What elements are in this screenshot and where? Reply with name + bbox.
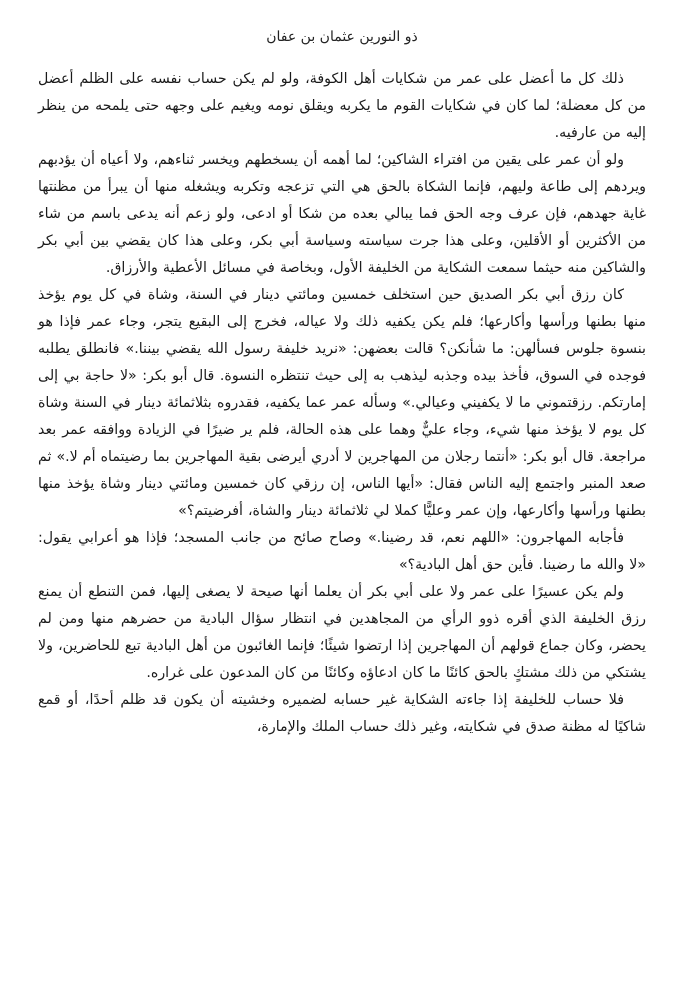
running-title: ذو النورين عثمان بن عفان xyxy=(266,29,418,45)
paragraph-5: ولم يكن عسيرًا على عمر ولا على أبي بكر أن يعلما أنها صيحة لا يصغى إليها، فمن التنطع أن يمنع رزق الخليفة الذي أقره ذوو الرأي من المجاهدين في انتظار سؤال البادية من حضرهم منها ومن لم يحضر، وكان جماع قولهم أن المهاجرين إذا ارتضوا شيئًا؛ فإنما الغائبون من أهل البادية تبع للحاضرين، ولا يشتكي من ذلك مشتكٍ بالحق كائنًا ما كان ادعاؤه وكائنًا من كان المدعون على غراره. xyxy=(38,584,646,681)
paragraph-3: كان رزق أبي بكر الصديق حين استخلف خمسين ومائتي دينار في السنة، وشاة في كل يوم يؤخذ منها بطنها ورأسها وأكارعها؛ فلم يكن يكفيه ذلك ولا عياله، فخرج إلى البقيع يتجر، وجاء عمر فإذا هو بنسوة جلوس فسألهن: ما شأنكن؟ قالت بعضهن: «نريد خليفة رسول الله يقضي بيننا.» فانطلق يطلبه فوجده في السوق، فأخذ بيده وجذبه ليذهب به إلى حيث تنتظره النسوة. قال أبو بكر: «لا حاجة بي إلى إمارتكم. رزقتموني ما لا يكفيني وعيالي.» وسأله عمر عما يكفيه، فقدروه بثلاثمائة دينار في السنة وشاة كل يوم لا يؤخذ منها شيء، وجاء عليٌّ وهما على هذه الحالة، فلم ير ضيرًا في الزيادة ووافقه عمر بعد مراجعة. قال أبو بكر: «أنتما رجلان من المهاجرين لا أدري أيرضى بقية المهاجرين بما رضيتماه أم لا.» ثم صعد المنبر واجتمع إليه الناس فقال: «أيها الناس، إن رزقي كان خمسين ومائتي دينار وشاة يؤخذ منها بطنها ورأسها وأكارعها، وإن عمر وعليًّا كملا لي ثلاثمائة دينار والشاة، أفرضيتم؟» xyxy=(38,287,646,519)
body-text xyxy=(38,66,646,741)
paragraph-1: ذلك كل ما أعضل على عمر من شكايات أهل الكوفة، ولو لم يكن حساب نفسه على الظلم أعضل من كل معضلة؛ لما كان في شكايات القوم ما يكربه ويقلق نومه ويغيم على وجهه حتى يلمحه من ينظر إليه من عارفيه. xyxy=(38,71,646,141)
book-page xyxy=(38,0,646,1000)
paragraph-4: فأجابه المهاجرون: «اللهم نعم، قد رضينا.» وصاح صائح من جانب المسجد؛ فإذا هو أعرابي يقول: «لا والله ما رضينا. فأين حق أهل البادية؟» xyxy=(38,530,646,573)
paragraph-6: فلا حساب للخليفة إذا جاءته الشكاية غير حسابه لضميره وخشيته أن يكون قد ظلم أحدًا، أو قمع شاكيًا له مظنة صدق في شكايته، وغير ذلك حساب الملك والإمارة، xyxy=(38,692,646,735)
paragraph-2: ولو أن عمر على يقين من افتراء الشاكين؛ لما أهمه أن يسخطهم ويخسر ثناءهم، ولا أعياه أن يؤدبهم ويردهم إلى طاعة وليهم، فإنما الشكاة بالحق هي التي تزعجه وتكربه ويشغله منها أن يبرأ من مظنتها غاية جهدهم، فإن عرف وجه الحق فما يبالي بعده من شكا أو ادعى، ولو زعم أنه يدعى باسم من شاء من الأكثرين أو الأقلين، وعلى هذا جرت سياسته وسياسة أبي بكر، وعلى هذا كان يقضي بين أبي بكر والشاكين منه حيثما سمعت الشكاية من الخليفة الأول، وبخاصة في مسائل الأعطية والأرزاق. xyxy=(38,152,646,276)
